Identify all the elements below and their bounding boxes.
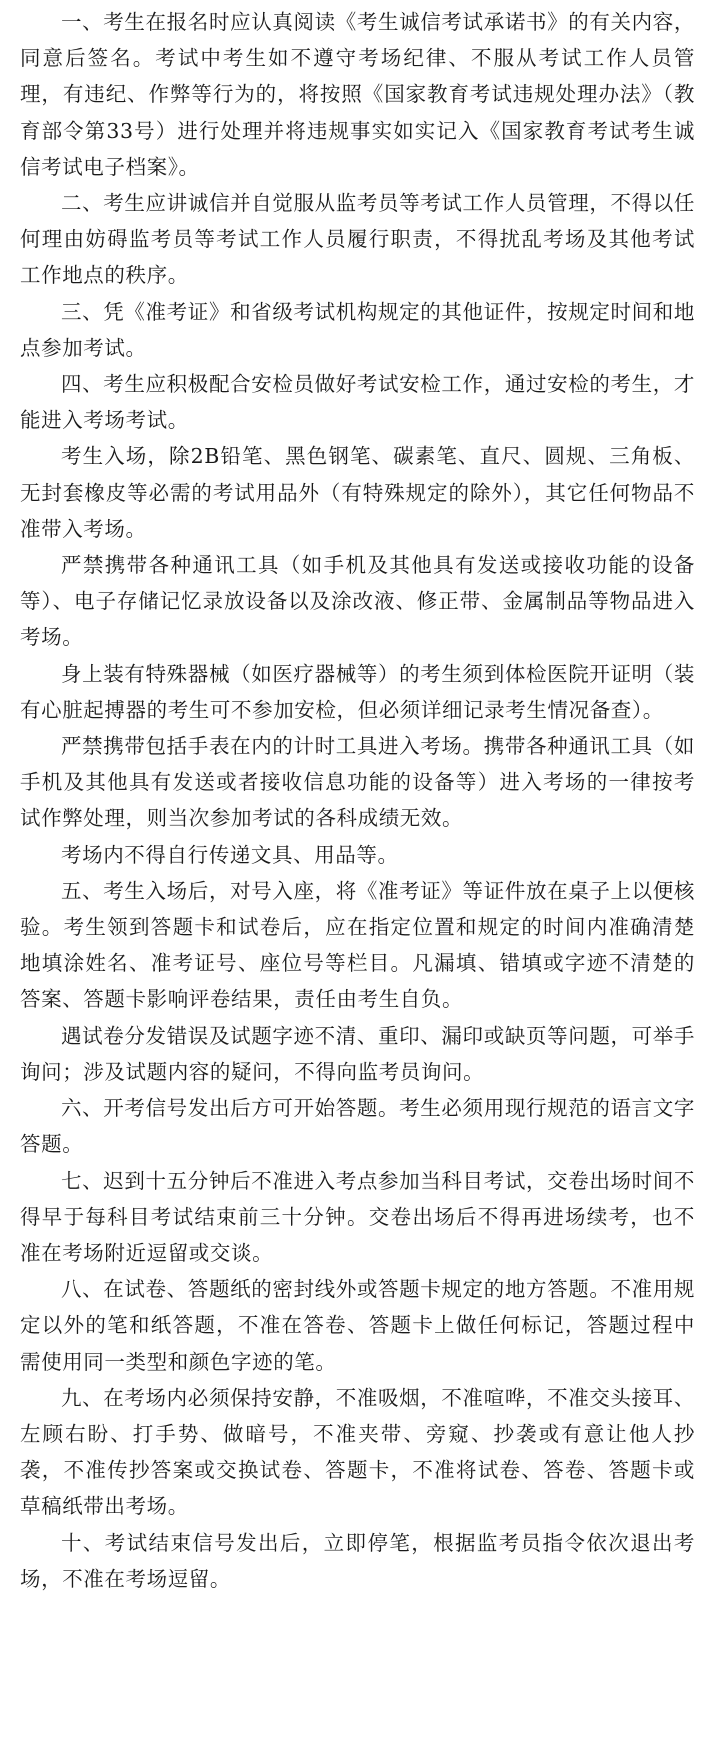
rule-paragraph-10: 十、考试结束信号发出后，立即停笔，根据监考员指令依次退出考场，不准在考场逗留。 [20,1530,695,1591]
rule-paragraph-8: 八、在试卷、答题纸的密封线外或答题卡规定的地方答题。不准用规定以外的笔和纸答题，不准在答卷、答题卡上做任何标记，答题过程中需使用同一类型和颜色字迹的笔。 [20,1277,695,1374]
rule-paragraph-4: 四、考生应积极配合安检员做好考试安检工作，通过安检的考生，才能进入考场考试。 [20,372,695,433]
rule-paragraph-9: 九、在考场内必须保持安静，不准吸烟，不准喧哗，不准交头接耳、左顾右盼、打手势、做暗号，不准夹带、旁窥、抄袭或有意让他人抄袭，不准传抄答案或交换试卷、答题卡，不准将试卷、答卷、答题卡或草稿纸带出考场。 [20,1385,695,1519]
rule-paragraph-4-items-allowed: 考生入场，除2B铅笔、黑色钢笔、碳素笔、直尺、圆规、三角板、无封套橡皮等必需的考试用品外（有特殊规定的除外），其它任何物品不准带入考场。 [20,444,695,541]
rule-paragraph-7: 七、迟到十五分钟后不准进入考点参加当科目考试，交卷出场时间不得早于每科目考试结束前三十分钟。交卷出场后不得再进场续考，也不准在考场附近逗留或交谈。 [20,1168,695,1265]
rule-paragraph-5-paper-errors: 遇试卷分发错误及试题字迹不清、重印、漏印或缺页等问题，可举手询问；涉及试题内容的疑问，不得向监考员询问。 [20,1023,695,1084]
rule-paragraph-4-no-passing: 考场内不得自行传递文具、用品等。 [61,842,399,867]
rule-paragraph-5: 五、考生入场后，对号入座，将《准考证》等证件放在桌子上以便核验。考生领到答题卡和试卷后，应在指定位置和规定的时间内准确清楚地填涂姓名、准考证号、座位号等栏目。凡漏填、错填或字迹不清楚的答案、答题卡影响评卷结果，责任由考生自负。 [20,878,695,1012]
rule-paragraph-4-prohibited-devices: 严禁携带各种通讯工具（如手机及其他具有发送或接收功能的设备等）、电子存储记忆录放设备以及涂改液、修正带、金属制品等物品进入考场。 [20,553,695,650]
rule-paragraph-3: 三、凭《准考证》和省级考试机构规定的其他证件，按规定时间和地点参加考试。 [20,299,695,360]
rule-paragraph-2: 二、考生应讲诚信并自觉服从监考员等考试工作人员管理，不得以任何理由妨碍监考员等考试工作人员履行职责，不得扰乱考场及其他考试工作地点的秩序。 [20,191,695,288]
rule-paragraph-4-medical-devices: 身上装有特殊器械（如医疗器械等）的考生须到体检医院开证明（装有心脏起搏器的考生可不参加安检，但必须详细记录考生情况备查）。 [20,661,695,722]
rule-paragraph-4-timing-tools: 严禁携带包括手表在内的计时工具进入考场。携带各种通讯工具（如手机及其他具有发送或者接收信息功能的设备等）进入考场的一律按考试作弊处理，则当次参加考试的各科成绩无效。 [20,734,695,831]
rule-paragraph-1: 一、考生在报名时应认真阅读《考生诚信考试承诺书》的有关内容，同意后签名。考试中考生如不遵守考场纪律、不服从考试工作人员管理，有违纪、作弊等行为的，将按照《国家教育考试违规处理办法》（教育部令第33号）进行处理并将违规事实如实记入《国家教育考试考生诚信考试电子档案》。 [20,10,695,179]
rule-paragraph-6: 六、开考信号发出后方可开始答题。考生必须用现行规范的语言文字答题。 [20,1096,695,1157]
